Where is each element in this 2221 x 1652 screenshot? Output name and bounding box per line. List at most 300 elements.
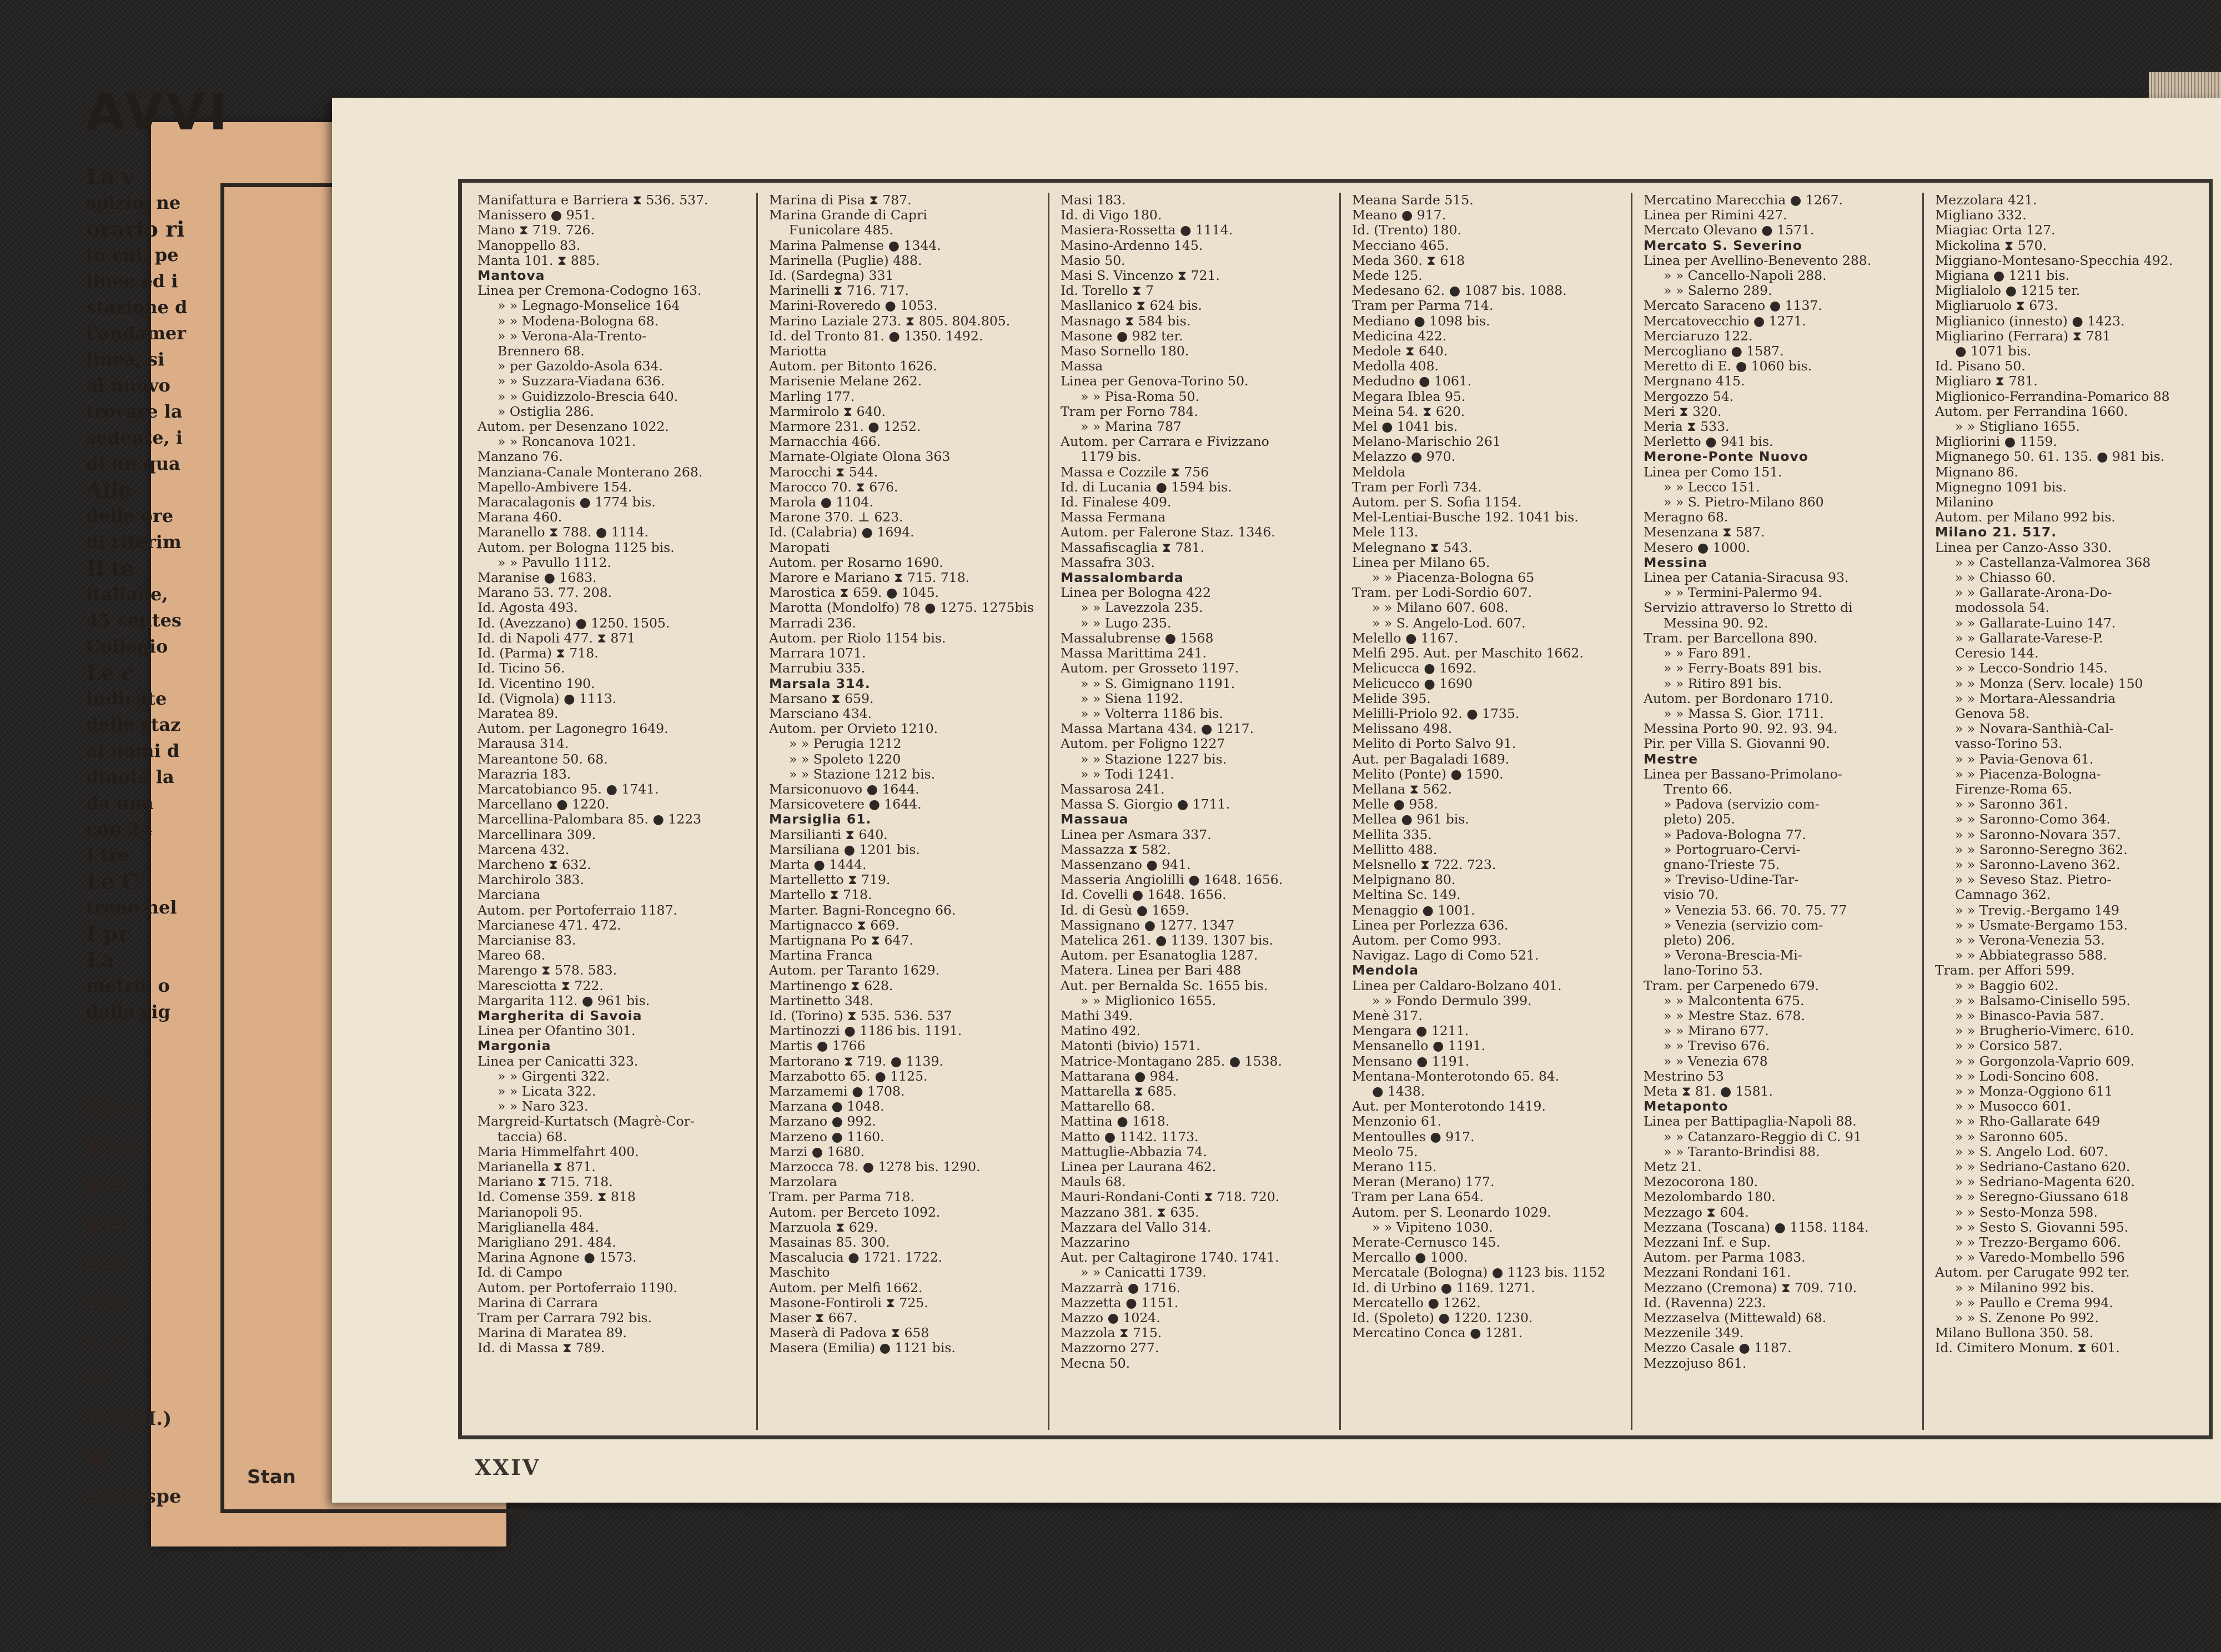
index-entry: Marsilianti ⧗ 640. xyxy=(769,827,888,842)
index-entry: Masone ● 982 ter. xyxy=(1061,328,1183,344)
index-entry: Mentoulles ● 917. xyxy=(1352,1129,1475,1144)
index-entry: Id. di Lucania ● 1594 bis. xyxy=(1061,479,1232,495)
index-entry: Miglionico-Ferrandina-Pomarico 88 xyxy=(1935,389,2170,404)
index-entry: Mariglianella 484. xyxy=(478,1219,599,1235)
back-page-footer: Stan xyxy=(247,1466,296,1488)
index-entry: Manzano 76. xyxy=(478,449,563,465)
index-entry: Maria Himmelfahrt 400. xyxy=(478,1144,639,1159)
index-entry: Milanino xyxy=(1935,495,1994,510)
index-entry: Mazzorno 277. xyxy=(1061,1340,1159,1356)
index-entry: Maratea 89. xyxy=(478,706,559,721)
index-entry: Meran (Merano) 177. xyxy=(1352,1174,1495,1190)
index-entry: Masllanico ⧗ 624 bis. xyxy=(1061,298,1202,314)
index-entry: Linea per Asmara 337. xyxy=(1061,827,1212,842)
index-entry: Meretto di E. ● 1060 bis. xyxy=(1644,359,1812,374)
index-entry: » » Treviso 676. xyxy=(1664,1038,1770,1054)
index-entry: Masainas 85. 300. xyxy=(769,1235,890,1251)
back-page-line: ai nomi d xyxy=(86,740,180,761)
index-entry: Mellita 335. xyxy=(1352,827,1432,842)
index-entry: Id. Vicentino 190. xyxy=(478,676,595,691)
index-entry: » » Milanino 992 bis. xyxy=(1955,1280,2094,1296)
index-entry: Mezzolara 421. xyxy=(1935,193,2037,208)
index-entry: Brennero 68. xyxy=(498,344,585,359)
index-entry: Martinetto 348. xyxy=(769,993,874,1008)
index-entry: Id. (Sardegna) 331 xyxy=(769,268,894,284)
index-entry: Id. (Parma) ⧗ 718. xyxy=(478,646,599,661)
back-page-line: La xyxy=(86,947,115,972)
index-entry: Mercogliano ● 1587. xyxy=(1644,344,1784,359)
index-entry: Menaggio ● 1001. xyxy=(1352,902,1475,918)
index-entry: Medicina 422. xyxy=(1352,328,1447,344)
index-entry: Matto ● 1142. 1173. xyxy=(1061,1129,1199,1144)
index-entry: » » Piacenza-Bologna 65 xyxy=(1372,570,1535,586)
index-entry: Marzana ● 1048. xyxy=(769,1099,885,1114)
index-frame xyxy=(458,179,2213,1439)
index-entry: Tram per Forno 784. xyxy=(1061,404,1198,419)
index-entry: Mel ● 1041 bis. xyxy=(1352,419,1458,435)
index-entry: » » Castellanza-Valmorea 368 xyxy=(1955,555,2151,570)
index-entry: Mesero ● 1000. xyxy=(1644,540,1751,555)
index-entry: » » Stazione 1212 bis. xyxy=(789,766,936,782)
index-entry: Maser ⧗ 667. xyxy=(769,1310,858,1326)
index-entry: » » Marina 787 xyxy=(1081,419,1182,435)
index-entry: lano-Torino 53. xyxy=(1664,963,1763,978)
index-entry: Marcellina-Palombara 85. ● 1223 xyxy=(478,812,702,827)
back-page-line: metro, o xyxy=(86,975,170,996)
index-entry: Melano-Marischio 261 xyxy=(1352,434,1501,450)
back-page-line: linea, si xyxy=(86,349,165,370)
index-entry: Martello ⧗ 718. xyxy=(769,887,872,903)
index-entry: Megara Iblea 95. xyxy=(1352,389,1466,404)
index-entry: Firenze-Roma 65. xyxy=(1955,781,2073,797)
index-entry: Autom. per Lagonegro 1649. xyxy=(478,721,669,737)
index-entry: Marianella ⧗ 871. xyxy=(478,1159,596,1174)
index-entry: Mensano ● 1191. xyxy=(1352,1053,1470,1069)
back-page-symbol-row: ▮ d xyxy=(89,1174,119,1197)
index-entry: Messina Porto 90. 92. 93. 94. xyxy=(1644,721,1838,737)
index-entry: » » Taranto-Brindisi 88. xyxy=(1664,1144,1820,1159)
index-entry: » » Gorgonzola-Vaprio 609. xyxy=(1955,1053,2135,1069)
index-entry: Menzonio 61. xyxy=(1352,1114,1442,1129)
index-entry: Martinengo ⧗ 628. xyxy=(769,978,893,993)
index-entry: » » Lecco 151. xyxy=(1664,479,1760,495)
index-entry: Matonti (bivio) 1571. xyxy=(1061,1038,1200,1054)
index-entry: ● 1438. xyxy=(1372,1083,1425,1099)
index-entry: Meolo 75. xyxy=(1352,1144,1418,1159)
index-entry: Mercato Saraceno ● 1137. xyxy=(1644,298,1822,314)
index-entry: Mentana-Monterotondo 65. 84. xyxy=(1352,1068,1560,1084)
index-entry: Merano 115. xyxy=(1352,1159,1437,1174)
index-entry: Miagiac Orta 127. xyxy=(1935,223,2056,238)
index-entry: Autom. per Desenzano 1022. xyxy=(478,419,669,435)
index-entry: Autom. per Bordonaro 1710. xyxy=(1644,691,1833,706)
index-entry: » » Abbiategrasso 588. xyxy=(1955,948,2107,963)
index-entry: » Padova (servizio com- xyxy=(1664,797,1820,812)
index-entry: Mezocorona 180. xyxy=(1644,1174,1758,1190)
index-entry: Linea per Ofantino 301. xyxy=(478,1023,636,1039)
back-page-line: sedente, i xyxy=(86,427,183,448)
index-entry: Linea per Laurana 462. xyxy=(1061,1159,1217,1174)
index-entry: Mignano 86. xyxy=(1935,464,2018,480)
index-entry: » » Naro 323. xyxy=(498,1099,589,1114)
index-entry: Milano Bullona 350. 58. xyxy=(1935,1325,2094,1341)
index-entry: Autom. per Bologna 1125 bis. xyxy=(478,540,675,555)
index-entry: Marta ● 1444. xyxy=(769,857,867,872)
index-entry: » » Binasco-Pavia 587. xyxy=(1955,1008,2104,1023)
index-entry: » » Vipiteno 1030. xyxy=(1372,1219,1493,1235)
index-entry: » » Guidizzolo-Brescia 640. xyxy=(498,389,679,404)
index-entry: Marina di Pisa ⧗ 787. xyxy=(769,193,912,208)
index-entry: Autom. per Milano 992 bis. xyxy=(1935,510,2116,525)
index-entry: Aut. per Bernalda Sc. 1655 bis. xyxy=(1061,978,1268,993)
index-entry: Marling 177. xyxy=(769,389,855,404)
back-page-line: trovare la xyxy=(86,401,183,422)
index-entry: Id. di Campo xyxy=(478,1265,562,1281)
index-entry: Autom. per Falerone Staz. 1346. xyxy=(1061,525,1275,540)
index-entry: Marina di Carrara xyxy=(478,1295,599,1310)
index-entry: Mezzaselva (Mittewald) 68. xyxy=(1644,1310,1827,1326)
index-entry: Autom. per Grosseto 1197. xyxy=(1061,661,1239,676)
index-entry: Marrubiu 335. xyxy=(769,661,866,676)
index-entry: gnano-Trieste 75. xyxy=(1664,857,1780,872)
index-entry: Melello ● 1167. xyxy=(1352,630,1459,646)
index-entry: » » Venezia 678 xyxy=(1664,1053,1768,1069)
index-entry: Melito di Porto Salvo 91. xyxy=(1352,736,1516,752)
index-entry: Margarita 112. ● 961 bis. xyxy=(478,993,650,1008)
index-entry: Id. (Spoleto) ● 1220. 1230. xyxy=(1352,1310,1533,1326)
index-entry: » » Seregno-Giussano 618 xyxy=(1955,1189,2129,1205)
index-entry: » » Mortara-Alessandria xyxy=(1955,691,2116,706)
index-entry: Id. di Napoli 477. ⧗ 871 xyxy=(478,630,636,646)
index-entry: » Ostiglia 286. xyxy=(498,404,595,419)
index-entry: Mezzani Inf. e Sup. xyxy=(1644,1235,1771,1251)
index-entry: Marcellano ● 1220. xyxy=(478,797,610,812)
index-entry: » » Sesto-Monza 598. xyxy=(1955,1204,2098,1220)
index-entry: » » Lavezzola 235. xyxy=(1081,600,1203,616)
index-entry: Mezzana (Toscana) ● 1158. 1184. xyxy=(1644,1219,1869,1235)
index-entry: Masseria Angiolilli ● 1648. 1656. xyxy=(1061,872,1283,888)
index-entry: Autom. per Orvieto 1210. xyxy=(769,721,938,737)
index-entry: » per Gazoldo-Asola 634. xyxy=(498,359,663,374)
back-page-line: orario ri xyxy=(86,217,185,242)
index-entry: Marsciano 434. xyxy=(769,706,872,721)
index-entry: » » Monza (Serv. locale) 150 xyxy=(1955,676,2143,691)
index-entry: Tram. per Carpenedo 679. xyxy=(1644,978,1819,993)
index-heading: Massaua xyxy=(1061,812,1129,827)
index-entry: Medudno ● 1061. xyxy=(1352,374,1472,389)
index-entry: » » Stazione 1227 bis. xyxy=(1081,751,1227,767)
index-entry: » » Termini-Palermo 94. xyxy=(1664,585,1822,601)
back-page-line: da una xyxy=(86,792,154,814)
index-entry: Autom. per Parma 1083. xyxy=(1644,1250,1806,1266)
index-entry: » Venezia 53. 66. 70. 75. 77 xyxy=(1664,902,1847,918)
index-entry: Marinelli ⧗ 716. 717. xyxy=(769,283,909,299)
index-entry: Mignegno 1091 bis. xyxy=(1935,479,2067,495)
index-entry: Manifattura e Barriera ⧗ 536. 537. xyxy=(478,193,708,208)
index-entry: Masiera-Rossetta ● 1114. xyxy=(1061,223,1233,238)
index-entry: Mede 125. xyxy=(1352,268,1423,284)
index-entry: Id. Ticino 56. xyxy=(478,661,565,676)
index-entry: Mezzo Casale ● 1187. xyxy=(1644,1340,1792,1356)
index-entry: taccia) 68. xyxy=(498,1129,567,1144)
index-entry: Marrara 1071. xyxy=(769,646,866,661)
index-entry: Martignana Po ⧗ 647. xyxy=(769,932,913,948)
index-entry: Migliano 332. xyxy=(1935,208,2027,223)
index-entry: Mezolombardo 180. xyxy=(1644,1189,1776,1205)
index-entry: » » Milano 607. 608. xyxy=(1372,600,1509,616)
index-entry: Servizio attraverso lo Stretto di xyxy=(1644,600,1853,616)
back-page-symbol-row: ▮ d xyxy=(89,1252,119,1274)
index-entry: » » Volterra 1186 bis. xyxy=(1081,706,1223,721)
index-entry: Marsiliana ● 1201 bis. xyxy=(769,842,920,857)
index-entry: Martignacco ⧗ 669. xyxy=(769,917,900,933)
index-entry: » » Sesto S. Giovanni 595. xyxy=(1955,1219,2129,1235)
index-entry: » » Pavullo 1112. xyxy=(498,555,611,570)
index-entry: Merciaruzo 122. xyxy=(1644,328,1753,344)
index-entry: Id. del Tronto 81. ● 1350. 1492. xyxy=(769,328,983,344)
index-entry: Mezzani Rondani 161. xyxy=(1644,1265,1791,1281)
back-page-symbols xyxy=(89,1088,333,1516)
index-entry: Maracalagonis ● 1774 bis. xyxy=(478,495,656,510)
index-entry: Id. Covelli ● 1648. 1656. xyxy=(1061,887,1227,903)
index-entry: Mecciano 465. xyxy=(1352,238,1449,253)
index-entry: » » Saronno-Como 364. xyxy=(1955,812,2111,827)
index-entry: Melide 395. xyxy=(1352,691,1431,706)
index-entry: Marengo ⧗ 578. 583. xyxy=(478,963,617,978)
index-entry: visio 70. xyxy=(1664,887,1719,903)
index-entry: Mascalucia ● 1721. 1722. xyxy=(769,1250,943,1266)
index-entry: » » Pavia-Genova 61. xyxy=(1955,751,2094,767)
index-entry: Meragno 68. xyxy=(1644,510,1728,525)
index-heading: Marsala 314. xyxy=(769,676,871,691)
index-entry: Autom. per Berceto 1092. xyxy=(769,1204,941,1220)
index-entry: Id. (Torino) ⧗ 535. 536. 537 xyxy=(769,1008,952,1023)
index-entry: Maropati xyxy=(769,540,830,555)
index-entry: Autom. per Portoferraio 1190. xyxy=(478,1280,677,1296)
index-entry: Aut. per Monterotondo 1419. xyxy=(1352,1099,1546,1114)
index-entry: » » Licata 322. xyxy=(498,1083,596,1099)
back-page-title: AVVI xyxy=(86,83,231,142)
index-entry: Linea per Bologna 422 xyxy=(1061,585,1211,601)
index-entry: » » Saronno-Novara 357. xyxy=(1955,827,2121,842)
index-entry: » » Suzzara-Viadana 636. xyxy=(498,374,665,389)
index-entry: Mezzojuso 861. xyxy=(1644,1355,1747,1371)
index-entry: Mercallo ● 1000. xyxy=(1352,1250,1468,1266)
index-entry: Id. Comense 359. ⧗ 818 xyxy=(478,1189,636,1205)
index-entry: Linea per Catania-Siracusa 93. xyxy=(1644,570,1849,586)
index-entry: Id. (Avezzano) ● 1250. 1505. xyxy=(478,615,670,631)
index-heading: Milano 21. 517. xyxy=(1935,525,2057,540)
index-entry: Mercatino Conca ● 1281. xyxy=(1352,1325,1523,1341)
index-entry: » » Perugia 1212 xyxy=(789,736,902,752)
index-entry: Autom. per S. Sofia 1154. xyxy=(1352,495,1522,510)
index-entry: Marradi 236. xyxy=(769,615,856,631)
index-entry: » » Massa S. Gior. 1711. xyxy=(1664,706,1824,721)
index-heading: Mendola xyxy=(1352,963,1419,978)
index-entry: Autom. per Como 993. xyxy=(1352,932,1501,948)
index-entry: Mattarello 68. xyxy=(1061,1099,1155,1114)
index-entry: Marocco 70. ⧗ 676. xyxy=(769,479,898,495)
index-entry: Marisenie Melane 262. xyxy=(769,374,922,389)
index-entry: Marocchi ⧗ 544. xyxy=(769,464,878,480)
index-entry: Melegnano ⧗ 543. xyxy=(1352,540,1473,555)
back-page-line: in cui, pe xyxy=(86,244,179,265)
index-entry: Linea per Canicatti 323. xyxy=(478,1053,639,1069)
index-entry: Mariano ⧗ 715. 718. xyxy=(478,1174,613,1190)
index-entry: Matera. Linea per Bari 488 xyxy=(1061,963,1242,978)
index-entry: Marsicovetere ● 1644. xyxy=(769,797,922,812)
index-entry: Merletto ● 941 bis. xyxy=(1644,434,1773,450)
index-entry: Miglialolo ● 1215 ter. xyxy=(1935,283,2081,299)
back-page-line: di riferim xyxy=(86,531,182,553)
index-entry: Id. Pisano 50. xyxy=(1935,359,2026,374)
index-entry: Marzano ● 992. xyxy=(769,1114,876,1129)
index-entry: Mazzo ● 1024. xyxy=(1061,1310,1160,1326)
index-entry: » » S. Angelo-Lod. 607. xyxy=(1372,615,1526,631)
back-page-symbol-row: ✖ xyxy=(89,1369,105,1391)
index-entry: Marmore 231. ● 1252. xyxy=(769,419,921,435)
index-entry: Masnago ⧗ 584 bis. xyxy=(1061,313,1191,329)
index-entry: » » Saronno-Laveno 362. xyxy=(1955,857,2120,872)
index-entry: Masi S. Vincenzo ⧗ 721. xyxy=(1061,268,1220,284)
index-entry: Tram. per Affori 599. xyxy=(1935,963,2075,978)
index-entry: Mercatovecchio ● 1271. xyxy=(1644,313,1806,329)
index-entry: ● 1071 bis. xyxy=(1955,344,2032,359)
index-entry: Genova 58. xyxy=(1955,706,2030,721)
index-entry: Martis ● 1766 xyxy=(769,1038,866,1054)
index-entry: Mazzola ⧗ 715. xyxy=(1061,1325,1162,1341)
index-entry: » » Canicatti 1739. xyxy=(1081,1265,1207,1281)
index-entry: Autom. per Foligno 1227 xyxy=(1061,736,1225,752)
index-entry: » » Gallarate-Luino 147. xyxy=(1955,615,2116,631)
index-entry: » » Varedo-Mombello 596 xyxy=(1955,1250,2125,1266)
index-entry: Migliorini ● 1159. xyxy=(1935,434,2057,450)
back-page-symbol-row: ✖ (T.H.) xyxy=(89,1408,172,1430)
index-entry: Mezzago ⧗ 604. xyxy=(1644,1204,1749,1220)
index-entry: Navigaz. Lago di Como 521. xyxy=(1352,948,1539,963)
index-entry: Id. (Vignola) ● 1113. xyxy=(478,691,617,706)
index-heading: Mercato S. Severino xyxy=(1644,238,1802,253)
index-entry: Marciana xyxy=(478,887,541,903)
index-entry: » » Verona-Venezia 53. xyxy=(1955,932,2105,948)
index-entry: » » Brugherio-Vimerc. 610. xyxy=(1955,1023,2134,1039)
index-entry: » » Piacenza-Bologna- xyxy=(1955,766,2101,782)
index-entry: Marcheno ⧗ 632. xyxy=(478,857,591,872)
back-page-line: 45 centes xyxy=(86,610,182,631)
index-entry: Marzolara xyxy=(769,1174,837,1190)
index-entry: Marina Palmense ● 1344. xyxy=(769,238,941,253)
index-entry: Marausa 314. xyxy=(478,736,569,752)
index-entry: Marina Grande di Capri xyxy=(769,208,927,223)
index-entry: Martelletto ⧗ 719. xyxy=(769,872,891,888)
index-entry: Pir. per Villa S. Giovanni 90. xyxy=(1644,736,1830,752)
index-entry: Massafiscaglia ⧗ 781. xyxy=(1061,540,1204,555)
index-entry: » » Legnago-Monselice 164 xyxy=(498,298,680,314)
index-entry: Autom. per Taranto 1629. xyxy=(769,963,940,978)
back-page-line: Le c xyxy=(86,660,135,685)
index-entry: Meria ⧗ 533. xyxy=(1644,419,1730,435)
index-entry: Manziana-Canale Monterano 268. xyxy=(478,464,703,480)
index-entry: Manoppello 83. xyxy=(478,238,581,253)
index-entry: Maso Sornello 180. xyxy=(1061,344,1189,359)
index-entry: Melito (Ponte) ● 1590. xyxy=(1352,766,1504,782)
index-entry: Ceresio 144. xyxy=(1955,646,2039,661)
index-entry: Metz 21. xyxy=(1644,1159,1702,1174)
index-entry: Marzocca 78. ● 1278 bis. 1290. xyxy=(769,1159,981,1174)
index-entry: Massa Fermana xyxy=(1061,510,1166,525)
index-entry: Marzabotto 65. ● 1125. xyxy=(769,1068,928,1084)
index-entry: » » Saronno-Seregno 362. xyxy=(1955,842,2128,857)
index-entry: Melissano 498. xyxy=(1352,721,1453,737)
index-entry: » » Ferry-Boats 891 bis. xyxy=(1664,661,1822,676)
back-page-symbol-row: ● xyxy=(89,1447,105,1469)
index-entry: Mazzara del Vallo 314. xyxy=(1061,1219,1212,1235)
index-entry: Mazzarino xyxy=(1061,1235,1130,1251)
index-entry: » » Lodi-Soncino 608. xyxy=(1955,1068,2099,1084)
index-entry: Marnate-Olgiate Olona 363 xyxy=(769,449,951,465)
index-entry: » » Fondo Dermulo 399. xyxy=(1372,993,1532,1008)
back-page-line: di un qua xyxy=(86,453,180,474)
index-entry: Meda 360. ⧗ 618 xyxy=(1352,253,1465,268)
index-entry: Autom. per Bitonto 1626. xyxy=(769,359,937,374)
index-entry: Masera (Emilia) ● 1121 bis. xyxy=(769,1340,956,1356)
index-entry: Autom. per Melfi 1662. xyxy=(769,1280,923,1296)
index-column-2 xyxy=(758,193,1049,1430)
index-entry: » » Gallarate-Arona-Do- xyxy=(1955,585,2112,601)
index-heading: Marsiglia 61. xyxy=(769,812,872,827)
index-entry: Meta ⧗ 81. ● 1581. xyxy=(1644,1083,1773,1099)
back-page-symbol-row: ┐ ╒ xyxy=(89,1330,118,1352)
index-entry: Marinella (Puglie) 488. xyxy=(769,253,922,268)
index-columns xyxy=(466,193,2207,1430)
index-entry: Marzamemi ● 1708. xyxy=(769,1083,905,1099)
index-entry: Id. di Gesù ● 1659. xyxy=(1061,902,1189,918)
index-entry: Marsano ⧗ 659. xyxy=(769,691,874,706)
index-entry: Marcena 432. xyxy=(478,842,570,857)
back-page-symbol-row: Sta xyxy=(89,1291,124,1313)
index-entry: Marigliano 291. 484. xyxy=(478,1235,616,1251)
back-page-line: italiane, xyxy=(86,584,168,605)
index-entry: Masi 183. xyxy=(1061,193,1126,208)
index-heading: Merone-Ponte Nuovo xyxy=(1644,449,1808,465)
index-entry: Autom. per Ferrandina 1660. xyxy=(1935,404,2128,419)
index-entry: Martina Franca xyxy=(769,948,873,963)
index-entry: » » Salerno 289. xyxy=(1664,283,1772,299)
index-entry: » Padova-Bologna 77. xyxy=(1664,827,1807,842)
index-entry: Meltina Sc. 149. xyxy=(1352,887,1461,903)
index-entry: vasso-Torino 53. xyxy=(1955,736,2063,752)
index-entry: Mattuglie-Abbazia 74. xyxy=(1061,1144,1207,1159)
index-entry: Id. Cimitero Monum. ⧗ 601. xyxy=(1935,1340,2120,1356)
index-entry: Marina di Maratea 89. xyxy=(478,1325,627,1341)
index-entry: Mattina ● 1618. xyxy=(1061,1114,1170,1129)
index-entry: Mergozzo 54. xyxy=(1644,389,1734,404)
index-heading: Mestre xyxy=(1644,751,1699,767)
index-entry: modossola 54. xyxy=(1955,600,2050,616)
index-entry: » » Gallarate-Varese-P. xyxy=(1955,630,2103,646)
index-entry: » » Lecco-Sondrio 145. xyxy=(1955,661,2108,676)
index-entry: Marcianese 471. 472. xyxy=(478,917,621,933)
index-entry: Migiana ● 1211 bis. xyxy=(1935,268,2070,284)
back-page-symbol-row: ▮ d xyxy=(89,1213,119,1236)
index-entry: Linea per Rimini 427. xyxy=(1644,208,1787,223)
index-entry: Merate-Cernusco 145. xyxy=(1352,1235,1501,1251)
index-entry: Massa Marittima 241. xyxy=(1061,646,1207,661)
index-entry: Migliaro ⧗ 781. xyxy=(1935,374,2038,389)
index-entry: Mariotta xyxy=(769,344,827,359)
index-entry: Manta 101. ⧗ 885. xyxy=(478,253,600,268)
index-entry: Linea per Canzo-Asso 330. xyxy=(1935,540,2112,555)
